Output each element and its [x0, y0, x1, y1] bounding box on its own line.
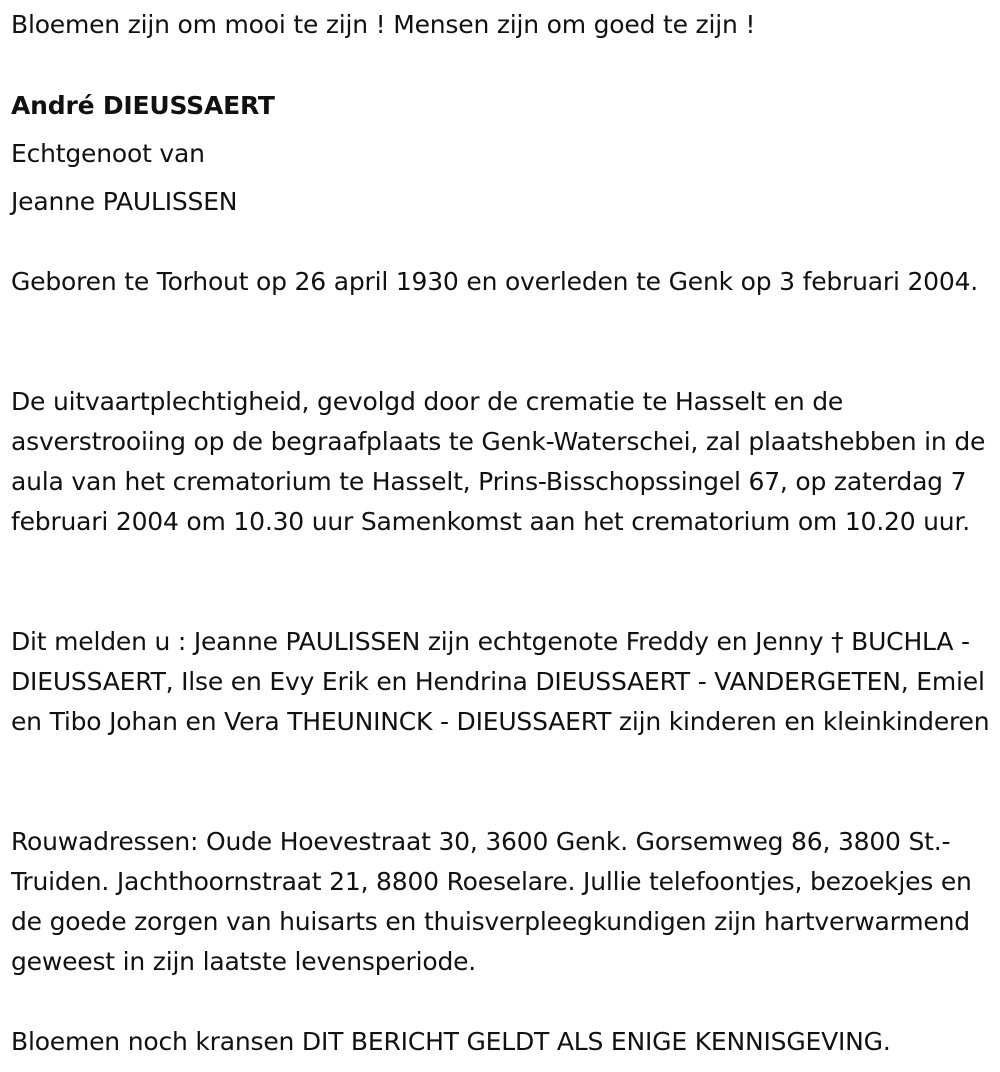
deceased-name: André DIEUSSAERT [11, 91, 275, 120]
addresses-paragraph: Rouwadressen: Oude Hoevestraat 30, 3600 Genk. Gorsemweg 86, 3800 St.-Truiden. Jachthoornstraat 21, 8800 Roeselare. Jullie telefoontjes, bezoekjes en de goede zorgen van huisarts en thuisverpleegkundigen zijn hartverwarmend geweest in zijn laatste levensperiode. [11, 827, 972, 976]
closing-line: Bloemen noch kransen DIT BERICHT GELDT ALS ENIGE KENNISGEVING. [11, 1027, 891, 1056]
ceremony-paragraph: De uitvaartplechtigheid, gevolgd door de crematie te Hasselt en de asverstrooiing op de begraafplaats te Genk-Waterschei, zal plaatshebben in de aula van het crematorium te Hasselt, Prins-Bisschopssingel 67, op zaterdag 7 februari 2004 om 10.30 uur Samenkomst aan het crematorium om 10.20 uur. [11, 387, 986, 536]
birth-death-paragraph: Geboren te Torhout op 26 april 1930 en overleden te Genk op 3 februari 2004. [11, 267, 979, 296]
announcers-paragraph: Dit melden u : Jeanne PAULISSEN zijn echtgenote Freddy en Jenny † BUCHLA - DIEUSSAERT, Ilse en Evy Erik en Hendrina DIEUSSAERT - VANDERGETEN, Emiel en Tibo Johan en Vera THEUNINCK - DIEUSSAERT zijn kinderen en kleinkinderen [11, 627, 990, 736]
relation-text: Echtgenoot van [11, 139, 205, 168]
motto-line: Bloemen zijn om mooi te zijn ! Mensen zijn om goed te zijn ! [11, 10, 756, 39]
spouse-name: Jeanne PAULISSEN [11, 187, 238, 216]
